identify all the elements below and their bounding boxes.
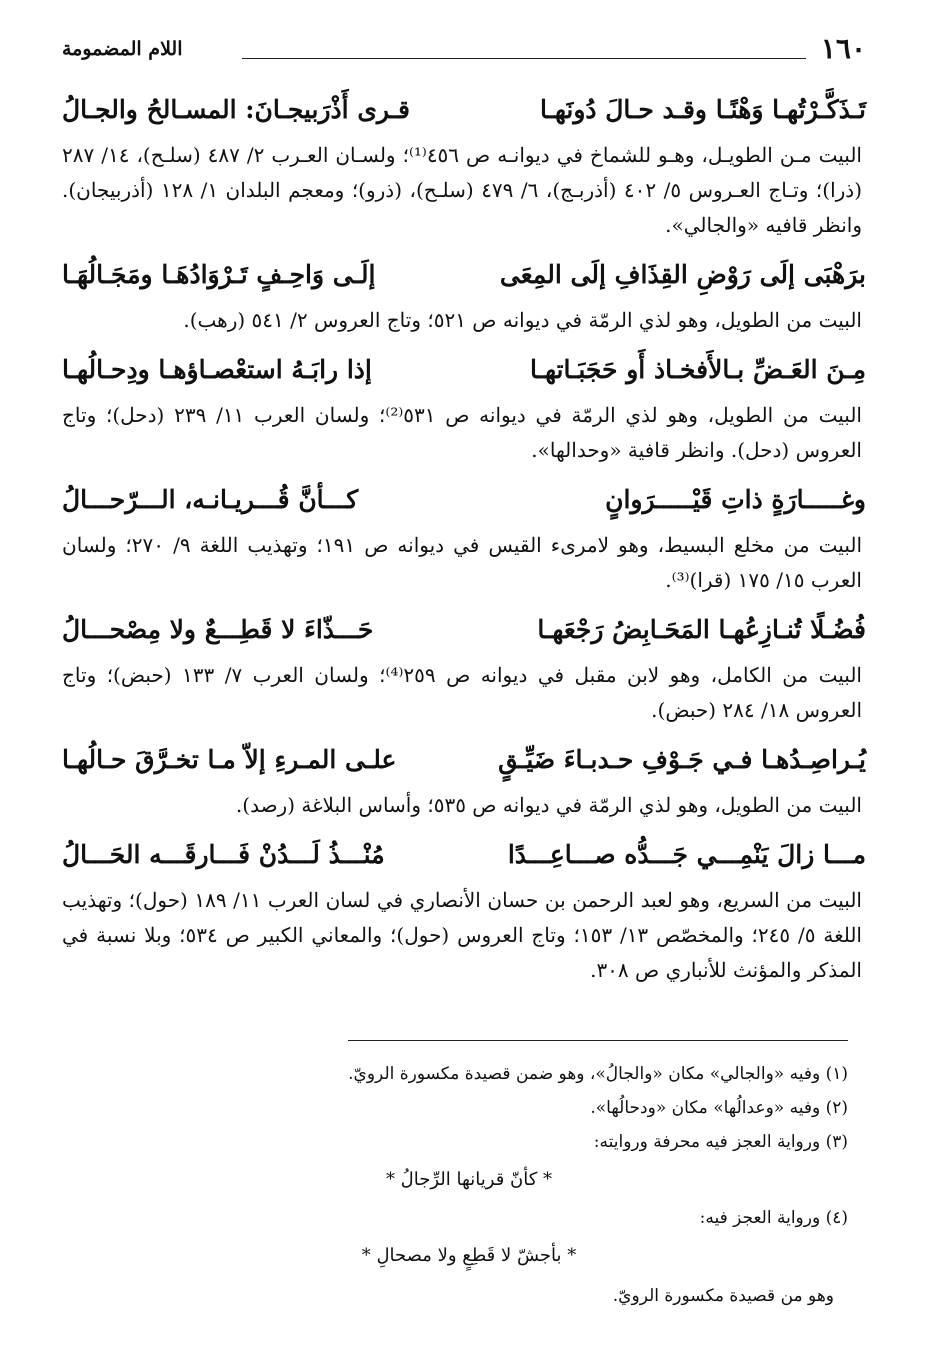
verse-second-hemistich: مُنْـــذُ لَـــدُنْ فَـــارقَـــه الحَـــالُ	[62, 840, 385, 869]
verse	[62, 350, 866, 396]
verse	[62, 480, 866, 526]
verse-first-hemistich: برَهْبَى إلَى رَوْضِ القِذَافِ إلَى المِعَى	[499, 260, 866, 289]
chapter-title: اللام المضمومة	[62, 38, 183, 60]
entry-1	[62, 90, 866, 243]
entry-7	[62, 835, 866, 988]
verse-second-hemistich: قـرى أَذْرَبيجـانَ: المسـالحُ والجـالُ	[62, 95, 410, 124]
footnotes	[90, 1040, 848, 1330]
page-number: ١٦٠	[820, 32, 866, 65]
footnote-1: (١) وفيه «والجالي» مكان «والجالُ»، وهو ضمن قصيدة مكسورة الرويّ.	[348, 1064, 848, 1084]
footnote-4-note: وهو من قصيدة مكسورة الرويّ.	[612, 1286, 834, 1306]
footnote-rule	[348, 1040, 848, 1041]
footnote-3: (٣) ورواية العجز فيه محرفة وروايته:	[593, 1132, 848, 1152]
footnote-4: (٤) ورواية العجز فيه:	[699, 1208, 848, 1228]
footnote-4-verse: * بأجشّ لا قَطِعٍ ولا مصحالِ *	[361, 1245, 577, 1266]
verse-commentary: البيت مـن الطويـل، وهـو للشماخ في ديوانـه ص ٤٥٦⁽¹⁾؛ ولسـان العـرب ٢/ ٤٨٧ (سلـح)، ١٤/ ٢٨٧ (ذرا)؛ وتـاج العـروس ٥/ ٤٠٢ (أذربـج)، ٦/ ٤٧٩ (سلـح)، (ذرو)؛ ومعجم البلدان ١/ ١٢٨ (أذربيجان). وانظر قافيه «والجالي».	[62, 143, 862, 237]
entries-list	[62, 90, 866, 1000]
entry-4	[62, 480, 866, 598]
verse-commentary: البيت من السريع، وهو لعبد الرحمن بن حسان الأنصاري في لسان العرب ١١/ ١٨٩ (حول)؛ وتهذيب اللغة ٥/ ٢٤٥؛ والمخصّص ١٣/ ١٥٣؛ وتاج العروس (حول)؛ والمعاني الكبير ص ٥٣٤؛ وبلا نسبة في المذكر والمؤنث للأنباري ص ٣٠٨.	[62, 888, 862, 982]
verse	[62, 740, 866, 786]
verse-first-hemistich: فُضُـلًا تُنـازِعُهـا المَحَـابِضُ رَجْعَهـا	[537, 615, 866, 644]
verse-second-hemistich: كـــأنَّ قُـــريـانـه، الـــرّحـــالُ	[62, 485, 359, 514]
footnote-3-verse: * كأنّ قريانها الرِّجالُ *	[385, 1169, 553, 1190]
verse	[62, 610, 866, 656]
verse-first-hemistich: تَـذَكَّـرْتُهـا وَهْنًـا وقـد حـالَ دُونَهـا	[539, 95, 866, 124]
verse-second-hemistich: إذا رابَـهُ استعْصـاؤهـا ودِحـالُهـا	[62, 355, 372, 384]
verse	[62, 835, 866, 881]
verse-commentary: البيت من الطويل، وهو لذي الرمّة في ديوانه ص ٥٢١؛ وتاج العروس ٢/ ٥٤١ (رهب).	[183, 308, 862, 332]
verse-commentary: البيت من الطويل، وهو لذي الرمّة في ديوانه ص ٥٣١⁽²⁾؛ ولسان العرب ١١/ ٢٣٩ (دحل)؛ وتاج العروس (دحل). وانظر قافية «وحدالها».	[62, 403, 862, 462]
verse-commentary: البيت من الطويل، وهو لذي الرمّة في ديوانه ص ٥٣٥؛ وأساس البلاغة (رصد).	[235, 793, 862, 817]
entry-2	[62, 255, 866, 338]
verse-first-hemistich: يُـراصِـدُهـا فـي جَـوْفِ حـدبـاءَ ضَيِّـقٍ	[498, 745, 866, 774]
verse-second-hemistich: إلَـى وَاحِـفٍ تَـرْوَادُهَـا ومَجَـالُهَـا	[62, 260, 376, 289]
verse-commentary: البيت من الكامل، وهو لابن مقبل في ديوانه ص ٢٥٩⁽⁴⁾؛ ولسان العرب ٧/ ١٣٣ (حبض)؛ وتاج العروس ١٨/ ٢٨٤ (حبض).	[62, 663, 862, 722]
entry-6	[62, 740, 866, 823]
verse-first-hemistich: وغـــــارَةٍ ذاتِ قَيْـــــرَوانٍ	[605, 485, 866, 514]
verse	[62, 90, 866, 136]
header-rule	[242, 58, 806, 59]
entry-3	[62, 350, 866, 468]
verse-first-hemistich: مـــا زالَ يَنْمِـــي جَـــدُّه صـــاعِـــدًا	[507, 840, 866, 869]
page-header	[62, 30, 866, 70]
verse	[62, 255, 866, 301]
verse-commentary: البيت من مخلع البسيط، وهو لامرىء القيس في ديوانه ص ١٩١؛ وتهذيب اللغة ٩/ ٢٧٠؛ ولسان العرب ١٥/ ١٧٥ (قرا)⁽³⁾.	[62, 533, 863, 592]
verse-first-hemistich: مِـنَ العَـضِّ بـالأَفخـاذ أَو حَجَبَـاتهـا	[530, 355, 866, 384]
verse-second-hemistich: علـى المـرءِ إلاّ مـا تخـرَّقَ حـالُهـا	[62, 745, 397, 774]
verse-second-hemistich: حَـــذّاءَ لا قَطِـــعٌ ولا مِصْحـــالُ	[62, 615, 374, 644]
entry-5	[62, 610, 866, 728]
footnote-2: (٢) وفيه «وعدالُها» مكان «ودحالُها».	[590, 1098, 848, 1118]
